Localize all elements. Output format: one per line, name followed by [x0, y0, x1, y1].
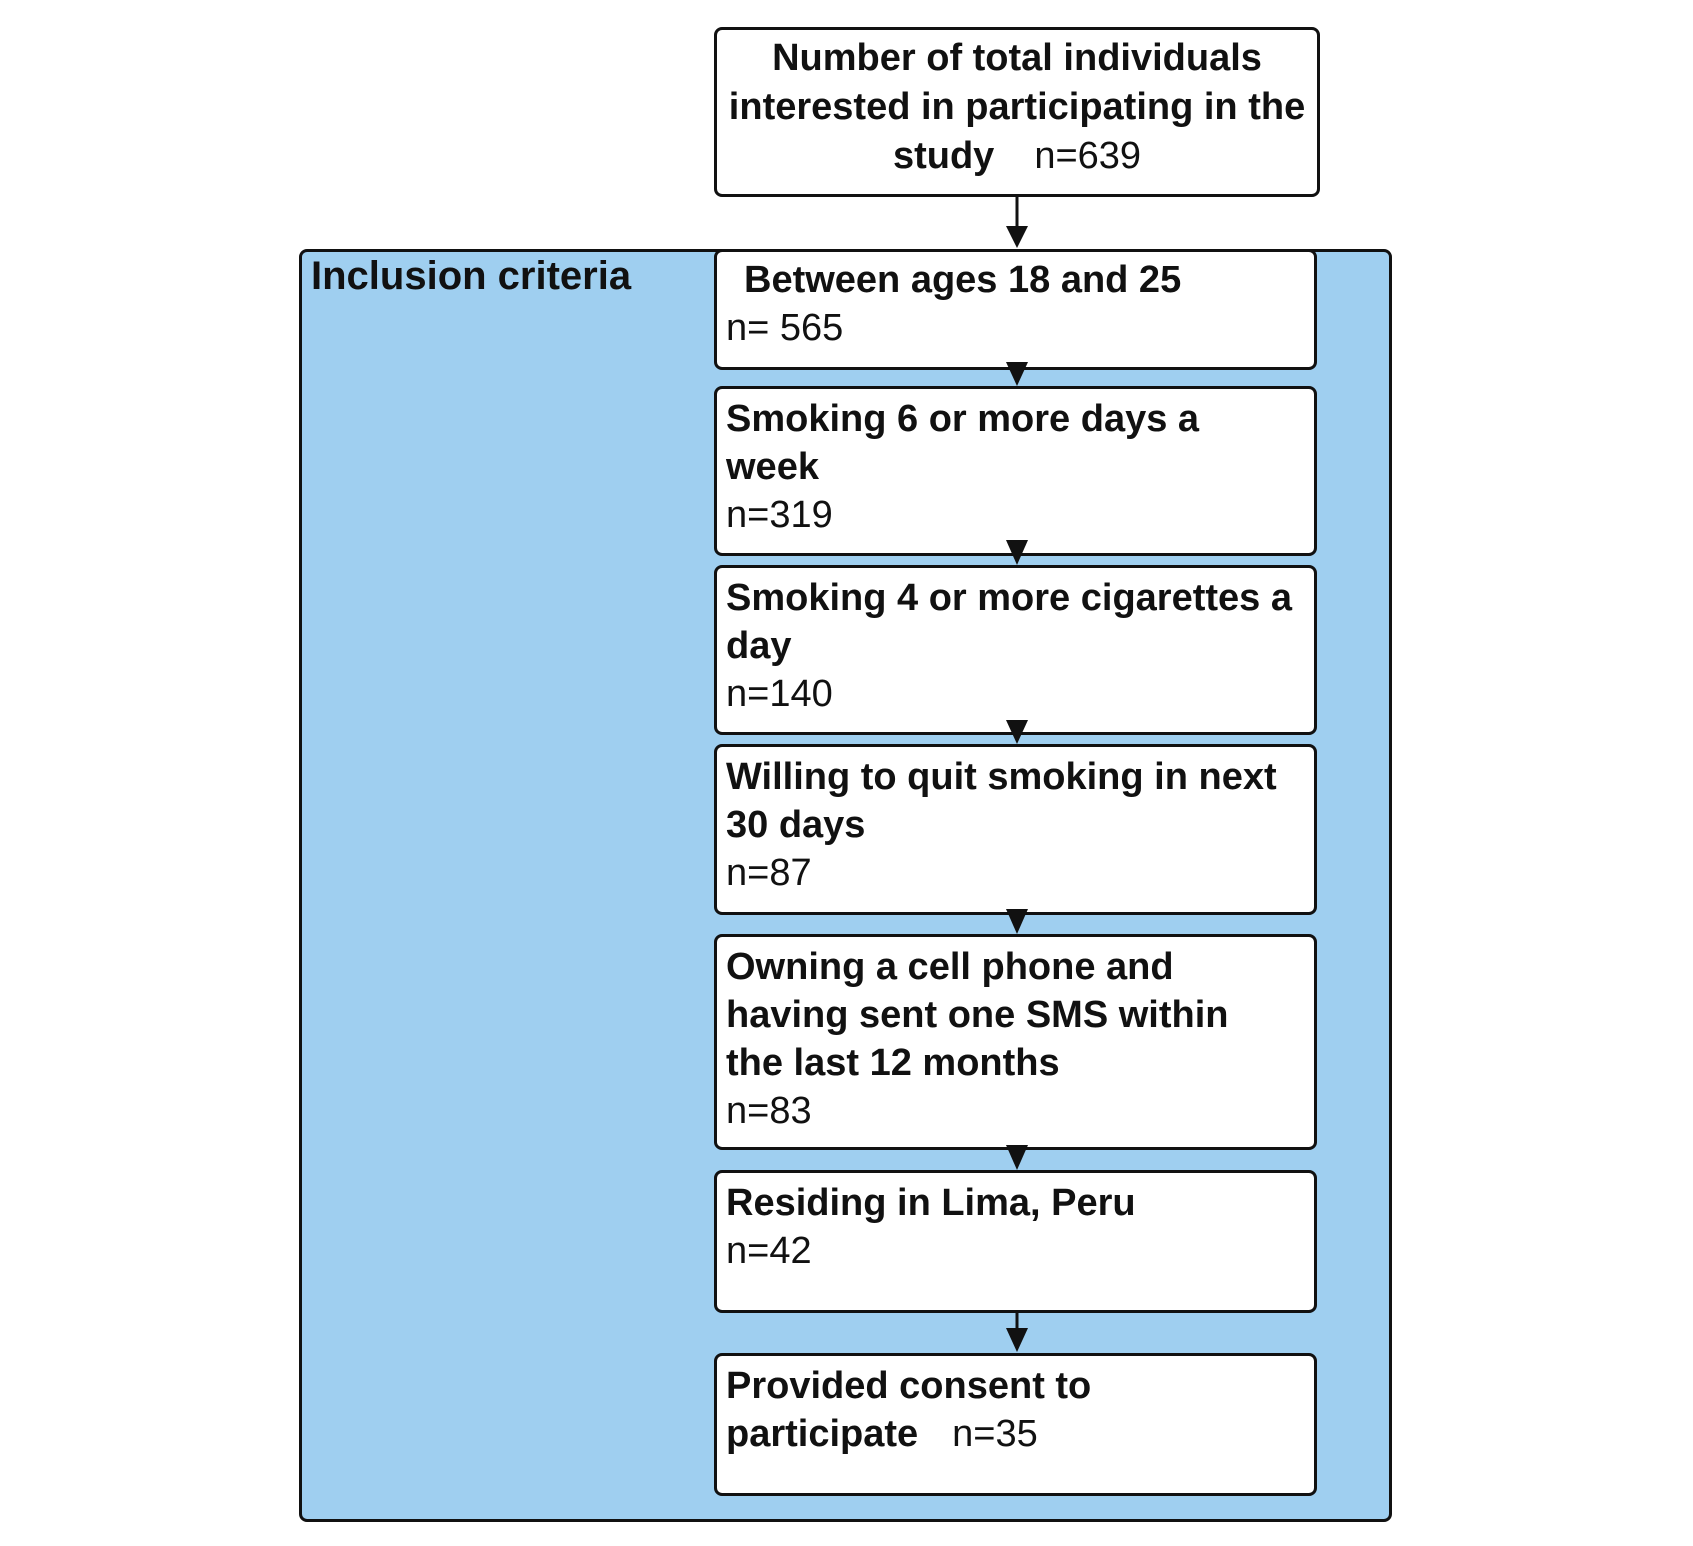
- step-box-cigarettes: [714, 565, 1317, 735]
- step-label: Residing in Lima, Peru: [726, 1182, 1136, 1224]
- step-count: n=140: [726, 673, 833, 715]
- step-label: Smoking 4 or more cigarettes a day: [726, 577, 1292, 667]
- step-count: n=83: [726, 1090, 812, 1132]
- step-label: Smoking 6 or more days a week: [726, 398, 1200, 488]
- step-box-smoking-days: [714, 386, 1317, 556]
- step-count: n=319: [726, 494, 833, 536]
- step-label: Provided consent to participate: [726, 1365, 1092, 1455]
- step-box-residing-lima: [714, 1170, 1317, 1313]
- step-label: Owning a cell phone and having sent one SMS within the last 12 months: [726, 946, 1229, 1084]
- step-box-cell-phone: [714, 934, 1317, 1150]
- step-count: n=35: [952, 1413, 1038, 1455]
- step-label: Between ages 18 and 25: [744, 259, 1182, 301]
- panel-title: Inclusion criteria: [311, 254, 632, 298]
- total-interested-box: [714, 27, 1320, 197]
- step-box-consent: [714, 1353, 1317, 1496]
- total-interested-count: n=639: [1034, 135, 1142, 177]
- step-count: n=87: [726, 852, 812, 894]
- step-box-age: [714, 249, 1317, 370]
- total-interested-label: Number of total individuals interested in participating in the study: [728, 37, 1306, 177]
- step-text: [726, 1362, 1306, 1458]
- arrow-head: [1006, 226, 1028, 248]
- step-count: n= 565: [726, 307, 844, 349]
- step-count: n=42: [726, 1230, 812, 1272]
- step-box-willing-quit: [714, 744, 1317, 915]
- step-label: Willing to quit smoking in next 30 days: [726, 756, 1277, 846]
